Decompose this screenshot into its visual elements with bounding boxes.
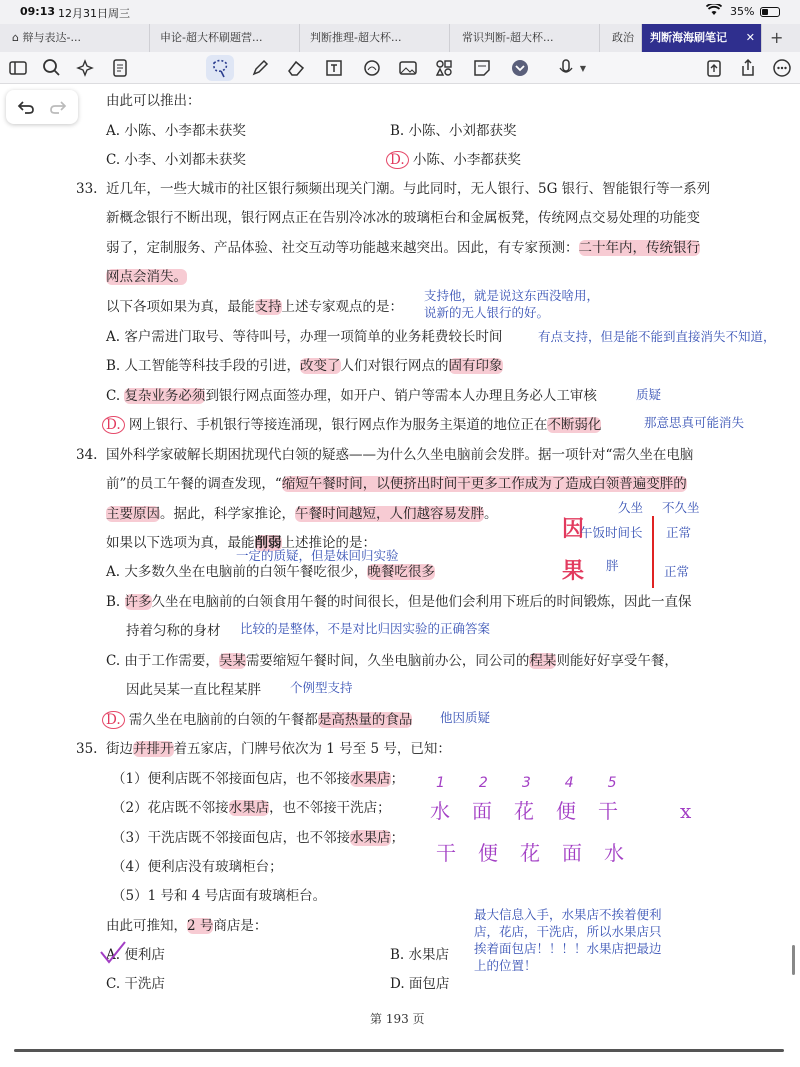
- sticky-note-icon[interactable]: [472, 58, 492, 78]
- highlight: 网点会消失。: [106, 269, 187, 285]
- handwritten-note: 有点支持，但是能不能到直接消失不知道，: [538, 329, 776, 344]
- share-icon[interactable]: [738, 58, 758, 78]
- tab-label: 判断海海刷笔记: [650, 31, 727, 44]
- highlight: 主要原因: [106, 506, 160, 522]
- highlight: 复杂业务必须: [124, 388, 206, 404]
- highlight: 许多: [124, 594, 152, 610]
- pen-icon[interactable]: [250, 58, 270, 78]
- tab-label: ⌂ 辩与表达-...: [12, 31, 81, 44]
- q33-answer-circle: D.: [102, 416, 125, 434]
- highlight: 水果店: [228, 800, 270, 816]
- q35-condition-1: （1）便利店既不邻接面包店，也不邻接水果店；: [112, 771, 405, 787]
- highlight: 吴某: [218, 653, 246, 669]
- tab-active-notes[interactable]: [642, 24, 762, 52]
- add-tab-icon[interactable]: +: [770, 28, 784, 47]
- microphone-icon[interactable]: ▼: [556, 58, 576, 78]
- q33-line3: 弱了，定制服务、产品体验、社交互动等功能越来越突出。因此，有专家预测：二十年内，传统银行: [106, 240, 700, 256]
- wifi-icon: [706, 4, 722, 19]
- handwritten-note: 上的位置！: [474, 958, 537, 973]
- handwritten-guo: 果: [562, 559, 585, 584]
- q32-option-c: C. 小李、小刘都未获奖: [106, 152, 246, 168]
- q32-intro: 由此可以推出：: [106, 93, 201, 109]
- tab-label: 判断推理-超大杯...: [310, 31, 402, 44]
- highlight: 不断弱化: [547, 417, 602, 433]
- handwritten-note: 一定的质疑，但是妹回归实验: [236, 548, 399, 563]
- search-icon[interactable]: [42, 58, 62, 78]
- q34-line2: 前”的员工午餐的调查发现，“缩短午餐时间，以便挤出时间干更多工作成为了造成白领普遍变胖的: [106, 476, 687, 492]
- highlight: 缩短午餐时间，以便挤出时间干更多工作成为了造成白领普遍变胖的: [281, 476, 687, 492]
- highlight: 改变了: [300, 358, 341, 374]
- battery-percent: 35%: [730, 5, 755, 18]
- highlight: 二十年内，传统银行: [578, 240, 700, 256]
- battery-icon: [760, 7, 780, 17]
- highlight: 2 号: [187, 918, 214, 934]
- handwritten-arrangement-2: 干便花面水: [436, 841, 646, 865]
- scroll-indicator[interactable]: [792, 945, 795, 975]
- q32-option-d: D. 小陈、小李都获奖: [386, 151, 521, 169]
- handwritten-note: 比较的是整体，不是对比归因实验的正确答案: [240, 621, 491, 636]
- q35-option-a-letter: A.: [106, 947, 121, 963]
- q34-option-a: A. 大多数久坐在电脑前的白领午餐吃很少，晚餐吃很多: [106, 564, 435, 580]
- q35-option-a: A. 便利店: [106, 947, 165, 963]
- toolbar: [0, 52, 800, 84]
- highlight: 是高热量的食品: [317, 712, 413, 728]
- handwritten-note: 午饭时间长: [580, 525, 643, 540]
- handwritten-arrangement-1: 水面花便干: [430, 799, 640, 823]
- q33-option-d: D. 网上银行、手机银行等接连涌现，银行网点作为服务主渠道的地位正在不断弱化: [102, 416, 601, 434]
- status-bar: [0, 0, 800, 24]
- q33-option-b: B. 人工智能等科技手段的引进，改变了人们对银行网点的固有印象: [106, 358, 503, 374]
- q35-option-c: C. 干洗店: [106, 976, 165, 992]
- q33-option-c: C. 复杂业务必须到银行网点面签办理，如开户、销户等需本人办理且务必人工审核: [106, 388, 597, 404]
- q34-line1: 国外科学家破解长期困扰现代白领的疑惑——为什么久坐电脑前会发胖。据一项针对“需久坐在电脑: [106, 447, 694, 463]
- highlight: 固有印象: [448, 358, 503, 374]
- handwritten-note: 不久坐: [662, 500, 700, 515]
- handwritten-note: 个例型支持: [290, 680, 353, 695]
- handwritten-house-numbers: 12345: [436, 775, 651, 791]
- more-options-icon[interactable]: [772, 58, 792, 78]
- tab-label: 申论-超大杯刷题营...: [160, 31, 263, 44]
- q35-option-d: D. 面包店: [390, 976, 450, 992]
- document-icon[interactable]: [110, 58, 130, 78]
- handwritten-note: 店，花店，干洗店，所以水果店只: [474, 924, 662, 939]
- q35-condition-2: （2）花店既不邻接水果店，也不邻接干洗店；: [112, 800, 391, 816]
- handwritten-note: 那意思真可能消失: [644, 415, 745, 430]
- tab-bar: [0, 24, 800, 52]
- highlight: 削弱: [254, 535, 282, 551]
- q33-line4: [106, 268, 187, 286]
- handwritten-note: 正常: [664, 564, 690, 579]
- highlight: 晚餐吃很多: [367, 564, 435, 580]
- handwritten-note: 胖: [606, 558, 619, 573]
- q34-option-d: D. 需久坐在电脑前的白领的午餐都是高热量的食品: [102, 711, 412, 729]
- elements-icon[interactable]: [434, 58, 454, 78]
- status-time: 09:13: [20, 5, 56, 18]
- q34-option-c-line2: 因此吴某一直比程某胖: [126, 682, 261, 698]
- highlight: 程某: [529, 653, 557, 669]
- q35-line1: 街边并排开着五家店，门牌号依次为 1 号至 5 号，已知：: [106, 741, 451, 757]
- handwritten-note: 支持他，就是说这东西没啥用，: [424, 288, 600, 303]
- highlight: 午餐时间越短，人们越容易发胖: [295, 506, 484, 522]
- handwritten-divider: [652, 516, 654, 588]
- q33-stem: 以下各项如果为真，最能支持上述专家观点的是：: [106, 299, 403, 315]
- q33-line2: 新概念银行不断出现，银行网点正在告别冷冰冰的玻璃柜台和金属板凳，传统网点交易处理的功能变: [106, 210, 700, 226]
- tab-shenlun[interactable]: [150, 24, 300, 52]
- q32-option-a: A. 小陈、小李都未获奖: [106, 123, 246, 139]
- q35-stem: 由此可推知，2 号商店是：: [106, 918, 268, 934]
- export-icon[interactable]: [704, 58, 724, 78]
- handwritten-cross: x: [680, 799, 692, 823]
- handwritten-yin: 因: [562, 517, 585, 542]
- q33-line1: 近几年，一些大城市的社区银行频频出现关门潮。与此同时，无人银行、5G 银行、智能银行等一系列: [106, 181, 711, 197]
- text-box-icon[interactable]: [324, 58, 344, 78]
- q33-number: 33.: [76, 181, 98, 197]
- tab-label: 常识判断-超大杯...: [462, 31, 554, 44]
- handwritten-note: 挨着面包店！！！！水果店把最边: [474, 941, 662, 956]
- shapes-icon[interactable]: [362, 58, 382, 78]
- document-page[interactable]: [0, 84, 800, 1067]
- q35-option-b: B. 水果店: [390, 947, 450, 963]
- tab-bianyu[interactable]: [0, 24, 150, 52]
- tab-panduan[interactable]: [300, 24, 450, 52]
- handwritten-note: 久坐: [618, 500, 644, 515]
- q34-option-b-line2: 持着匀称的身材: [126, 623, 221, 639]
- q32-answer-circle: D.: [386, 151, 409, 169]
- page-bottom-rule: [14, 1049, 784, 1052]
- eraser-icon[interactable]: [286, 58, 306, 78]
- ai-sparkle-icon[interactable]: [76, 58, 96, 78]
- highlight: 支持: [254, 299, 282, 315]
- tab-changshi[interactable]: [450, 24, 600, 52]
- checkmark-icon: [98, 940, 128, 966]
- q34-answer-circle: D.: [102, 711, 125, 729]
- handwritten-note: 质疑: [636, 387, 662, 402]
- tab-zhengzhi[interactable]: [600, 24, 642, 52]
- more-tools-dropdown-icon[interactable]: [510, 58, 530, 78]
- highlight: 水果店: [350, 830, 391, 846]
- highlight: 水果店: [350, 771, 391, 787]
- q34-option-b: B. 许多久坐在电脑前的白领食用午餐的时间很长，但是他们会利用下班后的时间锻炼，因此一直保: [106, 594, 692, 610]
- handwritten-note: 说新的无人银行的好。: [424, 305, 550, 320]
- image-icon[interactable]: [398, 58, 418, 78]
- q34-stem: 如果以下选项为真，最能削弱上述推论的是：: [106, 535, 376, 551]
- q33-option-a: A. 客户需进门取号、等待叫号，办理一项简单的业务耗费较长时间: [106, 329, 503, 345]
- q34-number: 34.: [76, 447, 98, 463]
- sidebar-icon[interactable]: [8, 58, 28, 78]
- q35-condition-4: （4）便利店没有玻璃柜台；: [112, 859, 283, 875]
- highlight: 并排开: [133, 741, 174, 757]
- lasso-tool-icon[interactable]: [206, 55, 234, 81]
- handwritten-note: 正常: [666, 525, 692, 540]
- page-number: 第 193 页: [370, 1012, 425, 1026]
- q34-option-c: C. 由于工作需要，吴某需要缩短午餐时间，久坐电脑前办公，同公司的程某则能好好享受午餐，: [106, 653, 678, 669]
- q34-line3: 主要原因。据此，科学家推论，午餐时间越短，人们越容易发胖。: [106, 506, 498, 522]
- q35-number: 35.: [76, 741, 98, 757]
- tab-label: 政治: [612, 31, 634, 44]
- q32-option-b: B. 小陈、小刘都获奖: [390, 123, 517, 139]
- handwritten-note: 他因质疑: [440, 710, 491, 725]
- handwritten-note: 最大信息入手，水果店不挨着便利: [474, 907, 662, 922]
- status-date: 12月31日周三: [58, 7, 130, 20]
- q35-condition-3: （3）干洗店既不邻接面包店，也不邻接水果店；: [112, 830, 405, 846]
- q35-condition-5: （5）1 号和 4 号店面有玻璃柜台。: [112, 888, 327, 904]
- close-tab-icon[interactable]: ✕: [745, 31, 755, 44]
